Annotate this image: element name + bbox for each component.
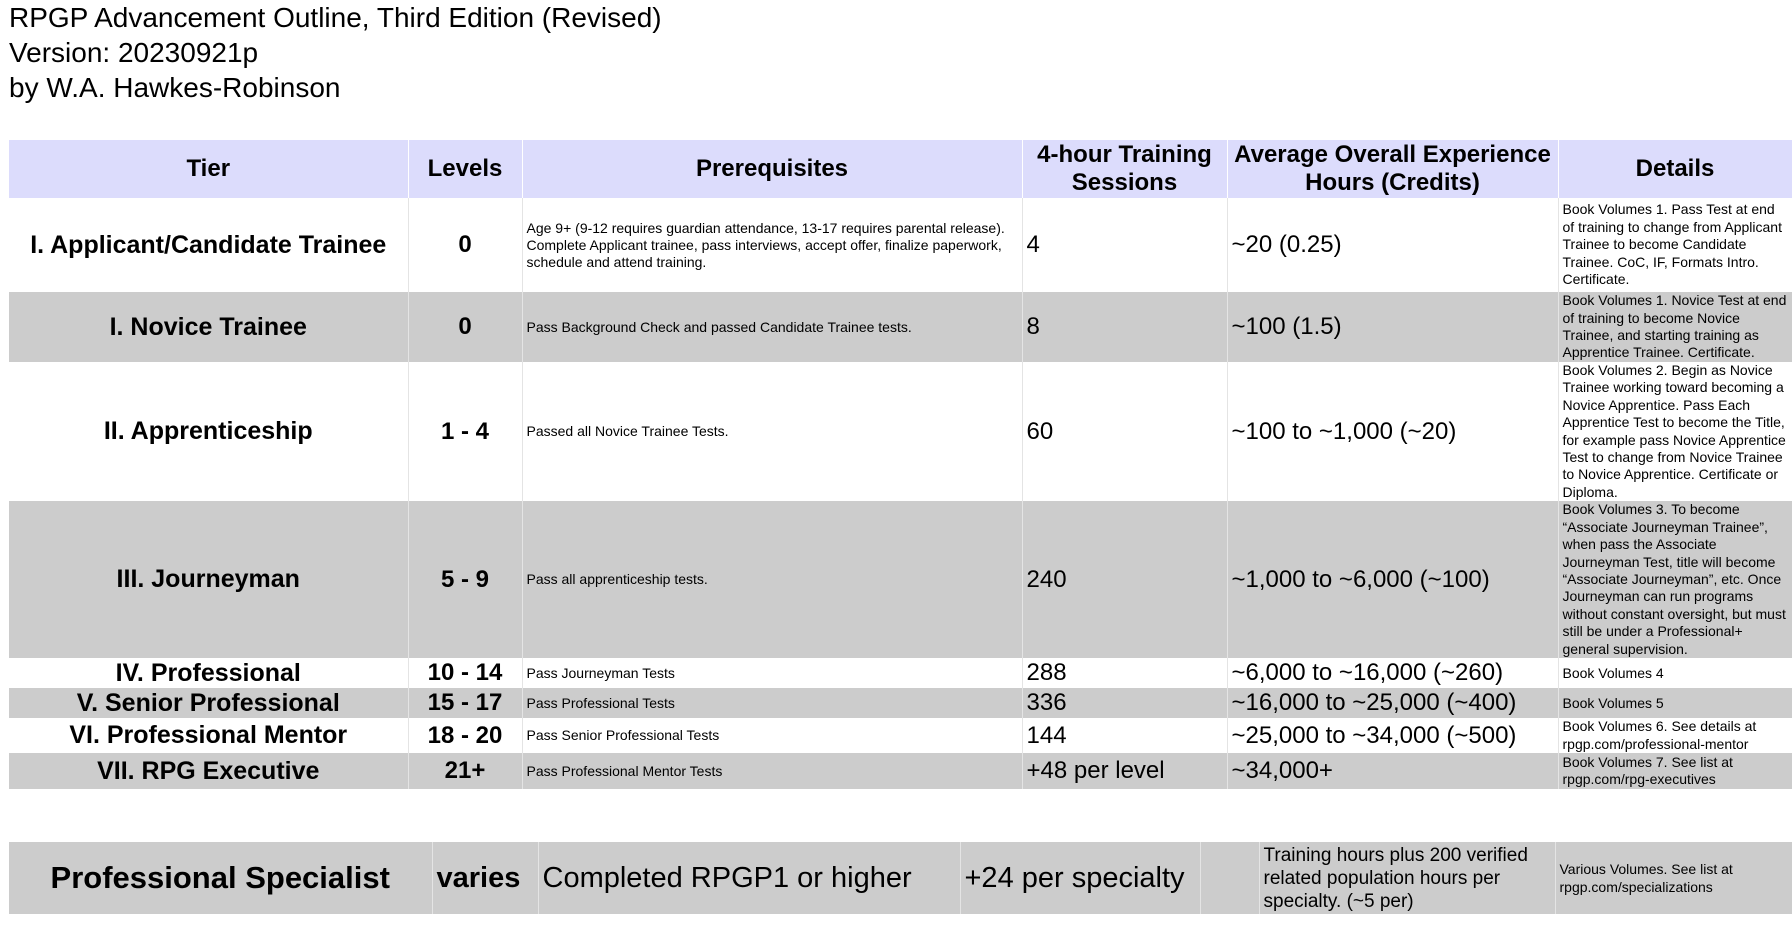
specialist-empty-cell	[1200, 842, 1259, 914]
sessions-cell: 8	[1022, 292, 1227, 362]
table-row	[9, 501, 1792, 658]
prerequisites-cell: Pass Professional Mentor Tests	[522, 753, 1022, 789]
specialist-row	[9, 842, 1792, 914]
prerequisites-cell: Age 9+ (9-12 requires guardian attendance, 13-17 requires parental release). Complete Applicant trainee, pass interviews, accept offer, finalize paperwork, schedule and attend training.	[522, 198, 1022, 292]
details-cell: Book Volumes 5	[1558, 688, 1792, 718]
hours-cell: ~6,000 to ~16,000 (~260)	[1227, 658, 1558, 688]
tier-cell: VII. RPG Executive	[9, 753, 408, 789]
levels-cell: 21+	[408, 753, 522, 789]
column-header-levels: Levels	[408, 140, 522, 198]
sessions-cell: 60	[1022, 362, 1227, 501]
tier-cell: I. Novice Trainee	[9, 292, 408, 362]
tier-cell: VI. Professional Mentor	[9, 718, 408, 753]
levels-cell: 5 - 9	[408, 501, 522, 658]
specialist-sessions-cell: +24 per specialty	[960, 842, 1200, 914]
details-cell: Book Volumes 2. Begin as Novice Trainee working toward becoming a Novice Apprentice. Pass Each Apprentice Test to become the Title, for example pass Novice Apprentice Test to change from Novice Trainee to Novice Apprentice. Certificate or Diploma.	[1558, 362, 1792, 501]
advancement-table	[9, 140, 1792, 789]
hours-cell: ~100 to ~1,000 (~20)	[1227, 362, 1558, 501]
specialist-prerequisites-cell: Completed RPGP1 or higher	[538, 842, 960, 914]
hours-cell: ~1,000 to ~6,000 (~100)	[1227, 501, 1558, 658]
sessions-cell: 240	[1022, 501, 1227, 658]
specialist-tier-cell: Professional Specialist	[9, 842, 432, 914]
details-cell: Book Volumes 1. Pass Test at end of training to change from Applicant Trainee to become Candidate Trainee. CoC, IF, Formats Intro. Certificate.	[1558, 198, 1792, 292]
column-header-prerequisites: Prerequisites	[522, 140, 1022, 198]
document-version: Version: 20230921p	[9, 37, 259, 68]
sessions-cell: +48 per level	[1022, 753, 1227, 789]
sessions-cell: 4	[1022, 198, 1227, 292]
sessions-cell: 336	[1022, 688, 1227, 718]
column-header-tier: Tier	[9, 140, 408, 198]
tier-cell: I. Applicant/Candidate Trainee	[9, 198, 408, 292]
sessions-cell: 144	[1022, 718, 1227, 753]
table-header-row	[9, 140, 1792, 198]
tier-cell: V. Senior Professional	[9, 688, 408, 718]
hours-cell: ~25,000 to ~34,000 (~500)	[1227, 718, 1558, 753]
details-cell: Book Volumes 6. See details at rpgp.com/professional-mentor	[1558, 718, 1792, 753]
levels-cell: 1 - 4	[408, 362, 522, 501]
prerequisites-cell: Pass Senior Professional Tests	[522, 718, 1022, 753]
prerequisites-cell: Pass Journeyman Tests	[522, 658, 1022, 688]
hours-cell: ~34,000+	[1227, 753, 1558, 789]
details-cell: Book Volumes 4	[1558, 658, 1792, 688]
levels-cell: 18 - 20	[408, 718, 522, 753]
tier-cell: II. Apprenticeship	[9, 362, 408, 501]
table-row	[9, 688, 1792, 718]
table-row	[9, 753, 1792, 789]
details-cell: Book Volumes 7. See list at rpgp.com/rpg-executives	[1558, 753, 1792, 789]
table-row	[9, 292, 1792, 362]
document-header	[9, 0, 662, 105]
levels-cell: 0	[408, 292, 522, 362]
sessions-cell: 288	[1022, 658, 1227, 688]
prerequisites-cell: Pass Professional Tests	[522, 688, 1022, 718]
table-row	[9, 658, 1792, 688]
prerequisites-cell: Pass Background Check and passed Candidate Trainee tests.	[522, 292, 1022, 362]
details-cell: Book Volumes 1. Novice Test at end of training to become Novice Trainee, and starting training as Apprentice Trainee. Certificate.	[1558, 292, 1792, 362]
column-header-hours: Average Overall Experience Hours (Credits)	[1227, 140, 1558, 198]
levels-cell: 15 - 17	[408, 688, 522, 718]
specialist-levels-cell: varies	[432, 842, 538, 914]
specialist-details-cell: Various Volumes. See list at rpgp.com/specializations	[1555, 842, 1792, 914]
table-row	[9, 198, 1792, 292]
table-row	[9, 362, 1792, 501]
specialist-table	[9, 842, 1792, 914]
hours-cell: ~16,000 to ~25,000 (~400)	[1227, 688, 1558, 718]
levels-cell: 10 - 14	[408, 658, 522, 688]
hours-cell: ~20 (0.25)	[1227, 198, 1558, 292]
prerequisites-cell: Pass all apprenticeship tests.	[522, 501, 1022, 658]
hours-cell: ~100 (1.5)	[1227, 292, 1558, 362]
column-header-sessions: 4-hour Training Sessions	[1022, 140, 1227, 198]
document-author: by W.A. Hawkes-Robinson	[9, 72, 341, 103]
tier-cell: III. Journeyman	[9, 501, 408, 658]
table-row	[9, 718, 1792, 753]
levels-cell: 0	[408, 198, 522, 292]
tier-cell: IV. Professional	[9, 658, 408, 688]
document-title: RPGP Advancement Outline, Third Edition (Revised)	[9, 2, 662, 33]
column-header-details: Details	[1558, 140, 1792, 198]
details-cell: Book Volumes 3. To become “Associate Journeyman Trainee”, when pass the Associate Journeyman Test, title will become “Associate Journeyman”, etc. Once Journeyman can run programs without constant oversight, but must still be under a Professional+ general supervision.	[1558, 501, 1792, 658]
specialist-hours-cell: Training hours plus 200 verified related population hours per specialty. (~5 per)	[1259, 842, 1555, 914]
prerequisites-cell: Passed all Novice Trainee Tests.	[522, 362, 1022, 501]
